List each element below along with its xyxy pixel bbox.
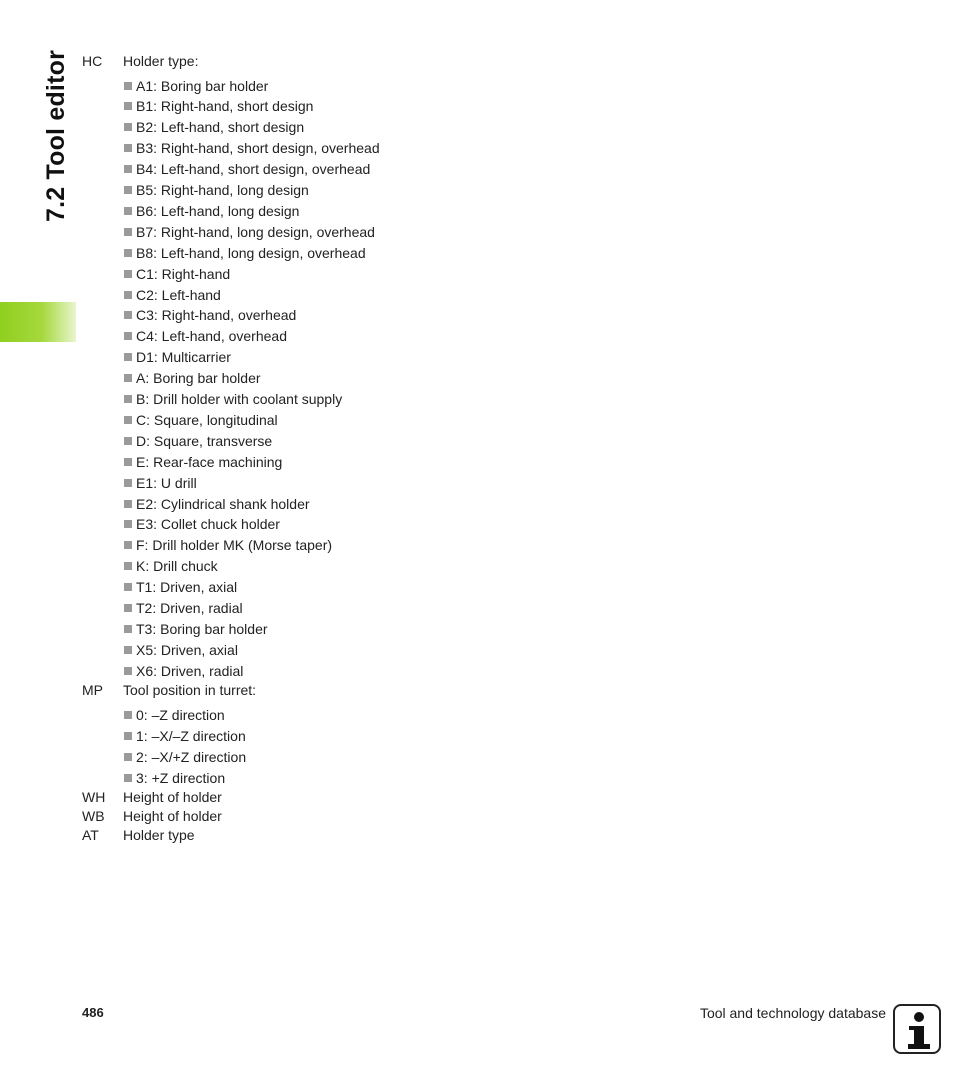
param-code: AT [82,827,99,843]
square-bullet-icon [124,416,132,424]
square-bullet-icon [124,228,132,236]
list-item-text: E: Rear-face machining [136,454,283,470]
square-bullet-icon [124,646,132,654]
list-item-text: C1: Right-hand [136,266,231,282]
param-row-mp [82,682,256,698]
list-item [124,140,380,156]
list-item-text: E3: Collet chuck holder [136,516,280,532]
list-item [124,537,332,553]
square-bullet-icon [124,249,132,257]
list-item [124,182,309,198]
square-bullet-icon [124,732,132,740]
square-bullet-icon [124,186,132,194]
square-bullet-icon [124,311,132,319]
square-bullet-icon [124,374,132,382]
list-item-text: C: Square, longitudinal [136,412,278,428]
list-item [124,600,243,616]
list-item [124,621,268,637]
square-bullet-icon [124,207,132,215]
list-item-text: B4: Left-hand, short design, overhead [136,161,371,177]
info-icon-stem [914,1026,924,1046]
param-row-hc [82,53,198,69]
list-item [124,642,238,658]
list-item [124,287,221,303]
list-item-text: T3: Boring bar holder [136,621,268,637]
list-item [124,496,310,512]
list-item-text: T1: Driven, axial [136,579,238,595]
param-code: WH [82,789,106,805]
list-item-text: E2: Cylindrical shank holder [136,496,310,512]
list-item [124,98,313,114]
param-code: MP [82,682,103,698]
list-item [124,307,296,323]
list-item-text: A: Boring bar holder [136,370,261,386]
list-item-text: 3: +Z direction [136,770,226,786]
param-label: Height of holder [123,808,222,824]
chapter-title-text: 7.2 Tool editor [42,50,70,222]
list-item [124,707,225,723]
list-item [124,579,237,595]
chapter-side-title [0,0,76,300]
list-item-text: K: Drill chuck [136,558,218,574]
chapter-tab-marker [0,302,76,342]
info-icon-foot [908,1044,930,1049]
list-item [124,328,287,344]
list-item-text: B6: Left-hand, long design [136,203,300,219]
list-item [124,245,366,261]
list-item [124,391,342,407]
info-icon-dot [914,1012,924,1022]
square-bullet-icon [124,604,132,612]
square-bullet-icon [124,395,132,403]
list-item [124,663,243,679]
list-item [124,433,272,449]
param-label: Height of holder [123,789,222,805]
param-label: Tool position in turret: [123,682,257,698]
list-item [124,349,231,365]
square-bullet-icon [124,291,132,299]
square-bullet-icon [124,583,132,591]
square-bullet-icon [124,82,132,90]
square-bullet-icon [124,625,132,633]
list-item [124,475,197,491]
param-code: HC [82,53,103,69]
list-item-text: B5: Right-hand, long design [136,182,309,198]
info-icon [893,1004,941,1054]
square-bullet-icon [124,479,132,487]
param-row-wh [82,789,222,805]
list-item [124,370,261,386]
square-bullet-icon [124,520,132,528]
list-item-text: 2: –X/+Z direction [136,749,247,765]
list-item-text: 0: –Z direction [136,707,225,723]
list-item-text: B3: Right-hand, short design, overhead [136,140,380,156]
list-item [124,224,375,240]
list-item [124,203,299,219]
list-item-text: B2: Left-hand, short design [136,119,305,135]
list-item [124,749,246,765]
list-item [124,161,370,177]
footer-section-title: Tool and technology database [699,1005,886,1021]
param-label: Holder type [123,827,195,843]
square-bullet-icon [124,332,132,340]
list-item [124,266,230,282]
square-bullet-icon [124,353,132,361]
list-item [124,454,282,470]
list-item [124,770,225,786]
list-item [124,412,278,428]
param-label: Holder type: [123,53,199,69]
list-item-text: T2: Driven, radial [136,600,243,616]
list-item-text: A1: Boring bar holder [136,78,269,94]
square-bullet-icon [124,144,132,152]
list-item [124,78,268,94]
list-item-text: X6: Driven, radial [136,663,244,679]
list-item [124,119,304,135]
list-item-text: 1: –X/–Z direction [136,728,246,744]
square-bullet-icon [124,500,132,508]
param-code: WB [82,808,105,824]
list-item [124,516,280,532]
square-bullet-icon [124,774,132,782]
square-bullet-icon [124,562,132,570]
list-item-text: C4: Left-hand, overhead [136,328,287,344]
list-item-text: B: Drill holder with coolant supply [136,391,343,407]
list-item-text: F: Drill holder MK (Morse taper) [136,537,333,553]
square-bullet-icon [124,458,132,466]
square-bullet-icon [124,270,132,278]
list-item-text: X5: Driven, axial [136,642,238,658]
list-item-text: B8: Left-hand, long design, overhead [136,245,366,261]
square-bullet-icon [124,123,132,131]
param-row-at [82,827,195,843]
list-item-text: B7: Right-hand, long design, overhead [136,224,375,240]
square-bullet-icon [124,165,132,173]
square-bullet-icon [124,753,132,761]
square-bullet-icon [124,437,132,445]
square-bullet-icon [124,102,132,110]
square-bullet-icon [124,541,132,549]
square-bullet-icon [124,711,132,719]
list-item-text: B1: Right-hand, short design [136,98,314,114]
list-item-text: E1: U drill [136,475,197,491]
list-item-text: D: Square, transverse [136,433,273,449]
list-item-text: D1: Multicarrier [136,349,231,365]
list-item-text: C2: Left-hand [136,287,221,303]
list-item [124,728,246,744]
param-row-wb [82,808,222,824]
square-bullet-icon [124,667,132,675]
list-item-text: C3: Right-hand, overhead [136,307,297,323]
page-number: 486 [82,1005,104,1020]
list-item [124,558,218,574]
